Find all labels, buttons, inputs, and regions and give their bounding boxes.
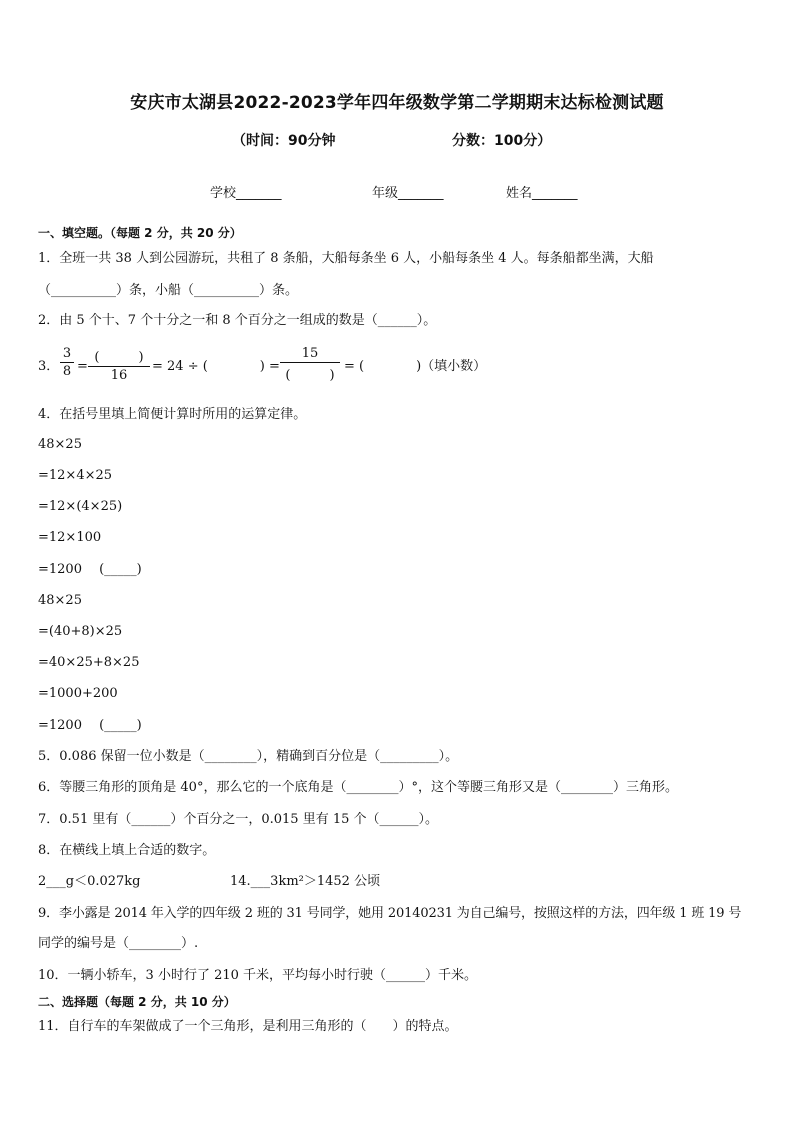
question-4-step: 48×25 <box>38 437 82 452</box>
question-1-line-2: （__________）条，小船（__________）条。 <box>38 283 299 298</box>
question-4-step: =1200 (_____) <box>38 562 142 577</box>
question-4-step: =12×4×25 <box>38 468 113 483</box>
question-3-tail: = ( )（填小数） <box>344 359 487 374</box>
question-4-step: =12×100 <box>38 530 102 545</box>
fraction-2-numerator: ( ) <box>94 350 144 365</box>
fraction-3-numerator: 15 <box>301 346 319 361</box>
question-4-step: =(40+8)×25 <box>38 624 123 639</box>
exam-time: （时间：90分钟 <box>232 133 336 149</box>
fraction-1-numerator: 3 <box>62 346 72 361</box>
question-10: 10．一辆小轿车，3 小时行了 210 千米，平均每小时行驶（______）千米。 <box>38 968 478 983</box>
question-4: 4．在括号里填上简便计算时所用的运算定律。 <box>38 407 307 422</box>
question-9-line-1: 9．李小露是 2014 年入学的四年级 2 班的 31 号同学，她用 20140231 为自己编号，按照这样的方法，四年级 1 班 19 号 <box>38 906 742 921</box>
fraction-2-denominator: 16 <box>110 368 128 383</box>
question-11: 11．自行车的车架做成了一个三角形，是利用三角形的（ ）的特点。 <box>38 1019 458 1034</box>
question-3-equals: = <box>77 359 88 374</box>
fraction-3-denominator: ( ) <box>285 368 335 383</box>
question-3-middle: = 24 ÷ ( ) = <box>152 359 280 374</box>
question-5: 5．0.086 保留一位小数是（________），精确到百分位是（_________）。 <box>38 749 459 764</box>
question-8: 8．在横线上填上合适的数字。 <box>38 843 216 858</box>
question-7: 7．0.51 里有（______）个百分之一，0.015 里有 15 个（______）。 <box>38 812 439 827</box>
section2-heading: 二、选择题（每题 2 分，共 10 分） <box>38 995 236 1009</box>
question-8-item-a: 2___g＜0.027kg <box>38 874 141 889</box>
question-3-label: 3． <box>38 359 60 374</box>
question-4-step: =40×25+8×25 <box>38 655 140 670</box>
question-8-item-b: 14.___3km²＞1452 公顷 <box>230 874 381 889</box>
question-3-fraction-2 <box>88 346 150 383</box>
fraction-1-denominator: 8 <box>62 364 72 379</box>
question-3-fraction-3 <box>280 346 340 383</box>
school-field: 学校_______ <box>210 186 282 201</box>
question-4-step: =1200 (_____) <box>38 718 142 733</box>
exam-score: 分数：100分） <box>452 133 552 149</box>
question-6: 6．等腰三角形的顶角是 40°，那么它的一个底角是（________）°，这个等腰三角形又是（________）三角形。 <box>38 780 678 795</box>
grade-field: 年级_______ <box>372 186 444 201</box>
question-4-step: =12×(4×25) <box>38 499 123 514</box>
question-9-line-2: 同学的编号是（________）. <box>38 936 199 951</box>
question-3-fraction-1 <box>60 346 74 379</box>
exam-title: 安庆市太湖县2022-2023学年四年级数学第二学期期末达标检测试题 <box>130 93 664 113</box>
section1-heading: 一、填空题。（每题 2 分，共 20 分） <box>38 226 242 240</box>
question-4-step: 48×25 <box>38 593 82 608</box>
question-1-line-1: 1．全班一共 38 人到公园游玩，共租了 8 条船，大船每条坐 6 人，小船每条坐 4 人。每条船都坐满，大船 <box>38 251 654 266</box>
question-4-step: =1000+200 <box>38 686 118 701</box>
name-field: 姓名_______ <box>506 186 578 201</box>
question-2: 2．由 5 个十、7 个十分之一和 8 个百分之一组成的数是（______）。 <box>38 313 437 328</box>
